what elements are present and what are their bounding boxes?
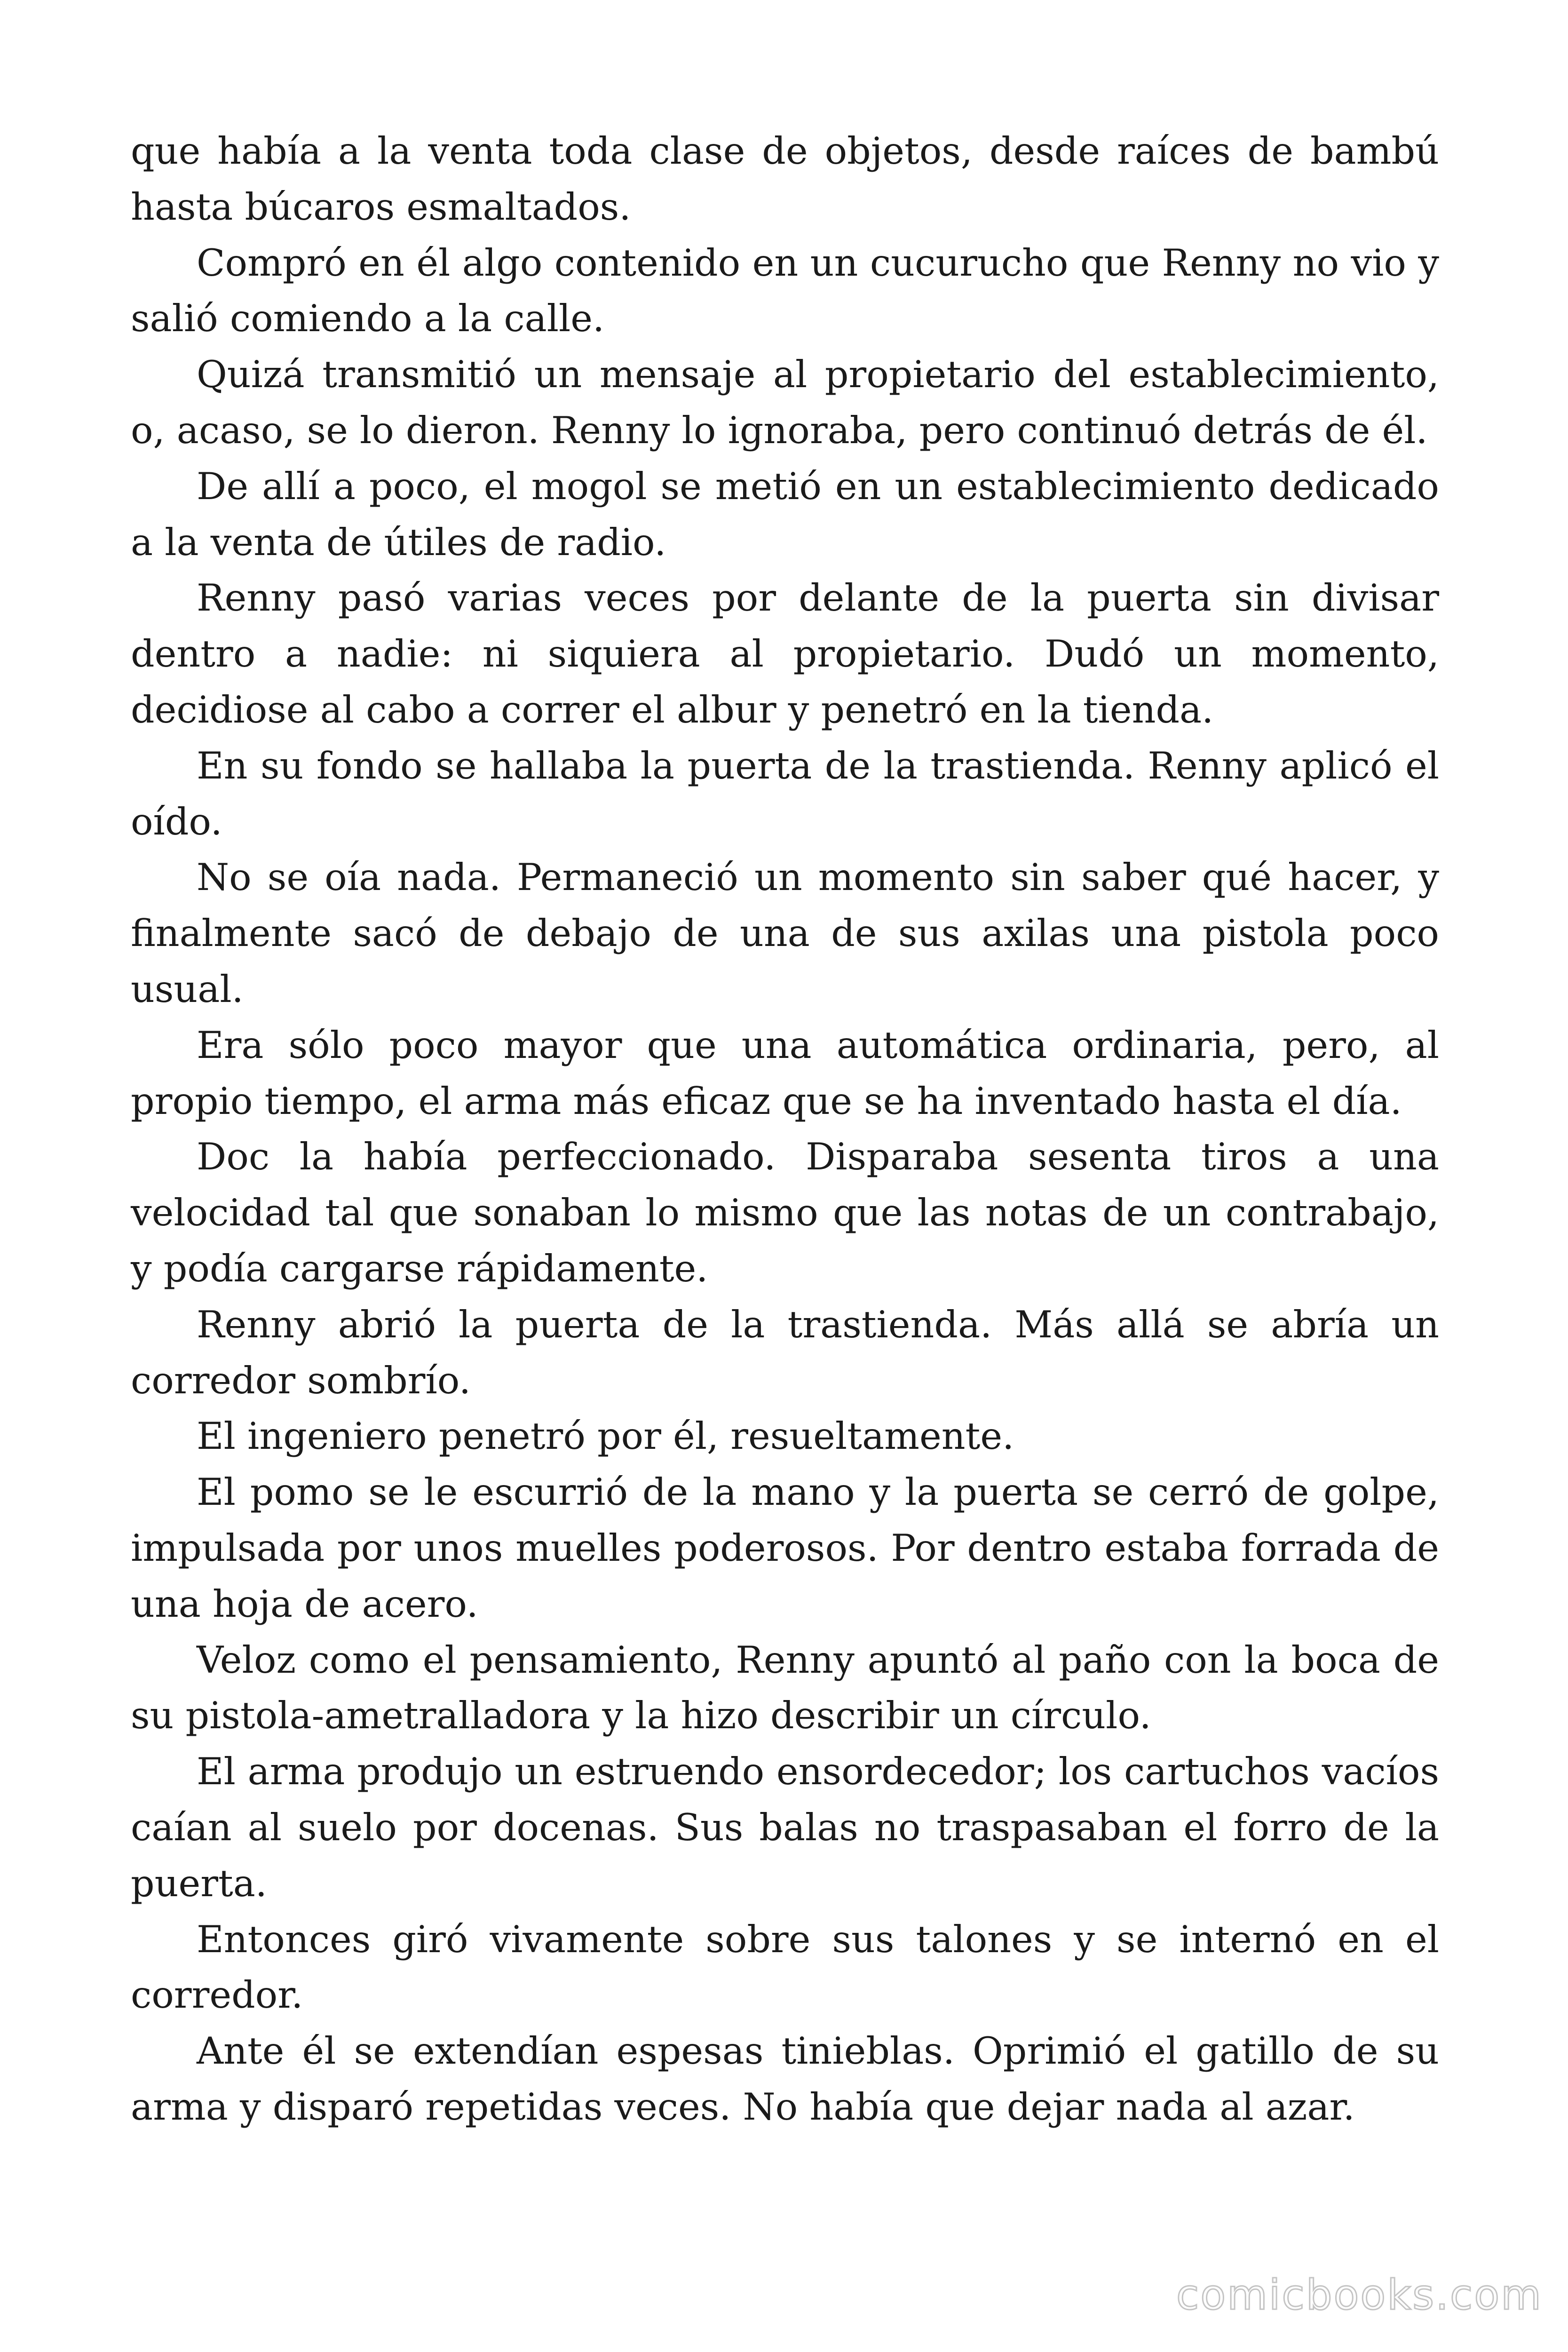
paragraph: que había a la venta toda clase de objetos, desde raíces de bambú hasta búcaros esmaltados. xyxy=(131,129,1439,229)
paragraph: Veloz como el pensamiento, Renny apuntó al paño con la boca de su pistola-ametralladora y la hizo describir un círculo. xyxy=(131,1638,1439,1738)
paragraph: El ingeniero penetró por él, resueltamente. xyxy=(197,1414,1014,1458)
paragraph: Compró en él algo contenido en un cucurucho que Renny no vio y salió comiendo a la calle. xyxy=(131,241,1439,341)
paragraph: Entonces giró vivamente sobre sus talones y se internó en el corredor. xyxy=(131,1917,1439,2017)
paragraph: De allí a poco, el mogol se metió en un establecimiento dedicado a la venta de útiles de radio. xyxy=(131,464,1439,564)
paragraph: Doc la había perfeccionado. Disparaba sesenta tiros a una velocidad tal que sonaban lo mismo que las notas de un contrabajo, y podía cargarse rápidamente. xyxy=(131,1135,1439,1290)
body-text xyxy=(131,123,1439,2135)
paragraph: Ante él se extendían espesas tinieblas. Oprimió el gatillo de su arma y disparó repetidas veces. No había que dejar nada al azar. xyxy=(131,2029,1439,2129)
paragraph: Era sólo poco mayor que una automática ordinaria, pero, al propio tiempo, el arma más eficaz que se ha inventado hasta el día. xyxy=(131,1023,1439,1123)
paragraph: El pomo se le escurrió de la mano y la puerta se cerró de golpe, impulsada por unos muelles poderosos. Por dentro estaba forrada de una hoja de acero. xyxy=(131,1470,1439,1626)
paragraph: No se oía nada. Permaneció un momento sin saber qué hacer, y finalmente sacó de debajo de una de sus axilas una pistola poco usual. xyxy=(131,856,1439,1011)
paragraph: El arma produjo un estruendo ensordecedor; los cartuchos vacíos caían al suelo por docenas. Sus balas no traspasaban el forro de la puerta. xyxy=(131,1750,1439,1905)
watermark-logo: comicbooks.com xyxy=(1176,2271,1543,2319)
paragraph: Quizá transmitió un mensaje al propietario del establecimiento, o, acaso, se lo dieron. Renny lo ignoraba, pero continuó detrás de él. xyxy=(131,353,1439,452)
paragraph: Renny pasó varias veces por delante de la puerta sin divisar dentro a nadie: ni siquiera al propietario. Dudó un momento, decidiose al cabo a correr el albur y penetró en la tienda. xyxy=(131,576,1439,731)
paragraph: En su fondo se hallaba la puerta de la trastienda. Renny aplicó el oído. xyxy=(131,744,1439,843)
paragraph: Renny abrió la puerta de la trastienda. Más allá se abría un corredor sombrío. xyxy=(131,1303,1439,1402)
